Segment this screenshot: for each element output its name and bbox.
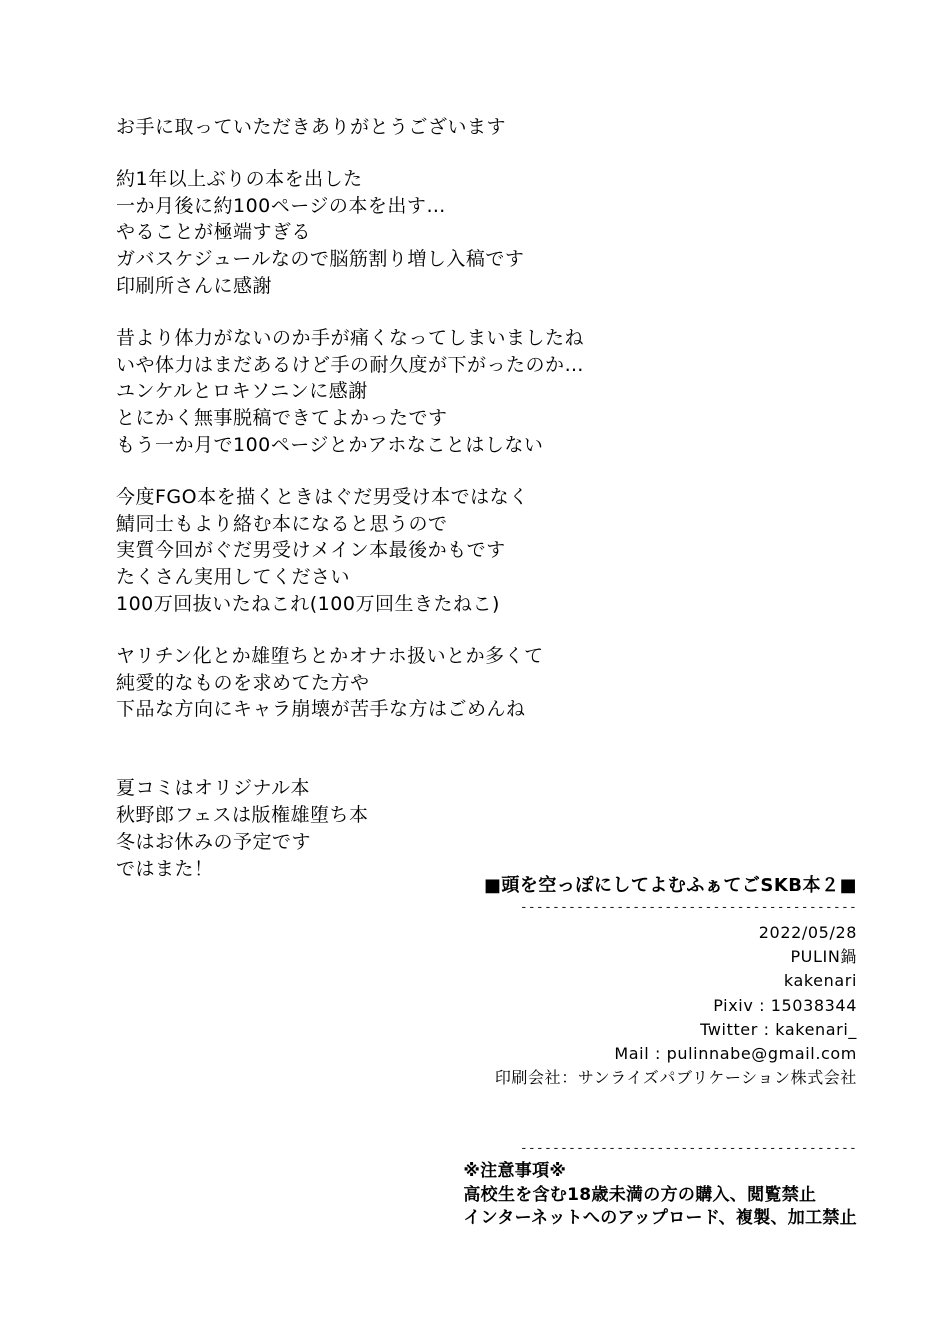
afterword-line: やることが極端すぎる xyxy=(116,221,312,244)
colophon-separator: ------------------------------------------ xyxy=(519,900,857,915)
afterword-line: たくさん実用してください xyxy=(116,566,351,589)
afterword-line: とにかく無事脱稿できてよかったです xyxy=(116,407,448,430)
notice-age-restriction: 高校生を含む18歳未満の方の購入、閲覧禁止 xyxy=(463,1184,817,1205)
afterword-paragraph-6 xyxy=(116,775,716,882)
afterword-line: 下品な方向にキャラ崩壊が苦手な方はごめんね xyxy=(116,698,526,721)
pixiv-id: Pixiv : 15038344 xyxy=(713,995,857,1015)
afterword-line: 夏コミはオリジナル本 xyxy=(116,777,311,800)
publication-date: 2022/05/28 xyxy=(758,923,857,942)
notice-copy-restriction: インターネットへのアップロード、複製、加工禁止 xyxy=(463,1208,857,1229)
afterword-line: もう一か月で100ページとかアホなことはしない xyxy=(116,433,544,456)
afterword-line: ではまた！ xyxy=(116,857,214,880)
afterword-line: 100万回抜いたねこれ(100万回生きたねこ) xyxy=(116,592,500,615)
afterword-line: 純愛的なものを求めてた方や xyxy=(116,671,370,694)
afterword-line: 昔より体力がないのか手が痛くなってしまいましたね xyxy=(116,326,585,349)
colophon xyxy=(337,873,857,1231)
afterword-line: いや体力はまだあるけど手の耐久度が下がったのか… xyxy=(116,353,585,376)
printing-company: 印刷会社：サンライズパブリケーション株式会社 xyxy=(494,1068,857,1088)
notice-heading: ※注意事項※ xyxy=(463,1161,567,1182)
book-title: ■頭を空っぽにしてよむふぁてごSKB本２■ xyxy=(483,875,857,896)
afterword-line: ヤリチン化とか雄堕ちとかオナホ扱いとか多くて xyxy=(116,644,544,667)
notice xyxy=(463,1160,857,1231)
notice-separator: ------------------------------------------ xyxy=(519,1141,857,1157)
afterword-paragraph-5 xyxy=(116,643,716,723)
afterword-text xyxy=(116,114,716,907)
afterword-line: ガバスケジュールなので脳筋割り増し入稿です xyxy=(116,248,525,271)
twitter-handle: Twitter : kakenari_ xyxy=(700,1019,857,1039)
afterword-line: お手に取っていただきありがとうございます xyxy=(116,116,507,138)
afterword-line: 今度FGO本を描くときはぐだ男受け本ではなく xyxy=(116,485,529,508)
afterword-paragraph-2 xyxy=(116,166,716,300)
afterword-paragraph-1 xyxy=(116,114,716,141)
author-name: kakenari xyxy=(783,971,857,991)
circle-name: PULIN鍋 xyxy=(790,947,857,967)
afterword-line: 実質今回がぐだ男受けメイン本最後かもです xyxy=(116,539,506,562)
afterword-line: 約1年以上ぶりの本を出した xyxy=(116,167,363,190)
afterword-line: 秋野郎フェスは版権雄堕ち本 xyxy=(116,803,369,826)
afterword-paragraph-3 xyxy=(116,325,716,459)
afterword-line: 印刷所さんに感謝 xyxy=(116,274,273,297)
afterword-line: ユンケルとロキソニンに感謝 xyxy=(116,380,368,403)
afterword-paragraph-4 xyxy=(116,484,716,618)
afterword-line: 冬はお休みの予定です xyxy=(116,830,312,853)
afterword-line: 鯖同士もより絡む本になると思うので xyxy=(116,512,448,535)
mail-address: Mail : pulinnabe@gmail.com xyxy=(614,1044,857,1064)
afterword-line: 一か月後に約100ページの本を出す… xyxy=(116,194,446,217)
